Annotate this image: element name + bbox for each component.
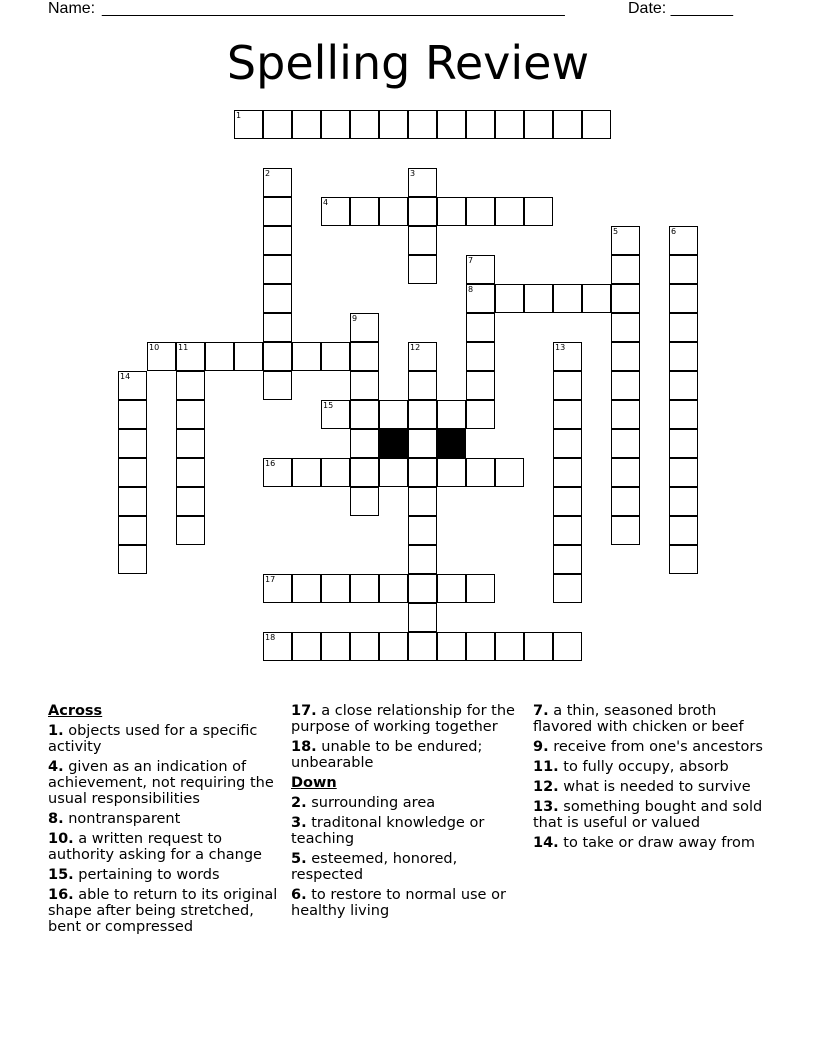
crossword-cell[interactable] — [408, 255, 437, 284]
crossword-cell[interactable] — [350, 110, 379, 139]
crossword-cell[interactable] — [350, 632, 379, 661]
crossword-cell[interactable] — [408, 545, 437, 574]
crossword-cell[interactable] — [466, 284, 495, 313]
crossword-cell[interactable] — [495, 632, 524, 661]
clue-down-11: 11. to fully occupy, absorb — [533, 759, 729, 775]
name-label: Name: — [48, 0, 96, 17]
clue-number-17: 17 — [265, 575, 276, 584]
crossword-cell[interactable] — [669, 429, 698, 458]
clue-number-5: 5 — [613, 227, 619, 236]
crossword-cell[interactable] — [553, 574, 582, 603]
crossword-cell[interactable] — [118, 516, 147, 545]
crossword-cell[interactable] — [611, 226, 640, 255]
crossword-cell[interactable] — [292, 110, 321, 139]
clues-column-2 — [291, 703, 521, 923]
crossword-cell[interactable] — [379, 632, 408, 661]
crossword-cell[interactable] — [408, 197, 437, 226]
crossword-cell[interactable] — [176, 516, 205, 545]
crossword-cell[interactable] — [437, 197, 466, 226]
crossword-cell[interactable] — [408, 632, 437, 661]
crossword-cell[interactable] — [466, 255, 495, 284]
crossword-cell[interactable] — [350, 313, 379, 342]
crossword-cell[interactable] — [118, 458, 147, 487]
crossword-cell[interactable] — [437, 458, 466, 487]
crossword-cell[interactable] — [582, 284, 611, 313]
crossword-cell[interactable] — [669, 284, 698, 313]
crossword-cell[interactable] — [263, 284, 292, 313]
crossword-cell[interactable] — [553, 545, 582, 574]
clue-number-13: 13 — [555, 343, 566, 352]
crossword-cell[interactable] — [582, 110, 611, 139]
crossword-cell[interactable] — [263, 342, 292, 371]
crossword-cell[interactable] — [466, 632, 495, 661]
crossword-cell[interactable] — [321, 110, 350, 139]
crossword-cell[interactable] — [408, 603, 437, 632]
crossword-cell[interactable] — [611, 487, 640, 516]
clue-across-16: 16. able to return to its original shape after being stretched, bent or compressed — [48, 887, 278, 935]
crossword-cell[interactable] — [408, 458, 437, 487]
crossword-cell[interactable] — [553, 487, 582, 516]
crossword-cell[interactable] — [669, 545, 698, 574]
crossword-cell[interactable] — [408, 429, 437, 458]
across-heading: Across — [48, 703, 103, 719]
crossword-cell[interactable] — [379, 110, 408, 139]
crossword-cell[interactable] — [292, 342, 321, 371]
crossword-cell[interactable] — [611, 516, 640, 545]
crossword-cell[interactable] — [495, 197, 524, 226]
crossword-cell[interactable] — [611, 255, 640, 284]
crossword-cell[interactable] — [263, 458, 292, 487]
crossword-cell[interactable] — [118, 371, 147, 400]
clue-down-12: 12. what is needed to survive — [533, 779, 751, 795]
crossword-cell[interactable] — [321, 458, 350, 487]
crossword-cell[interactable] — [350, 197, 379, 226]
crossword-cell[interactable] — [408, 226, 437, 255]
clue-down-6: 6. to restore to normal use or healthy living — [291, 887, 506, 919]
crossword-cell[interactable] — [263, 255, 292, 284]
clue-number-6: 6 — [671, 227, 677, 236]
crossword-cell[interactable] — [466, 371, 495, 400]
clue-down-9: 9. receive from one's ancestors — [533, 739, 763, 755]
crossword-cell[interactable] — [553, 632, 582, 661]
crossword-cell[interactable] — [466, 197, 495, 226]
crossword-cell[interactable] — [350, 429, 379, 458]
crossword-cell[interactable] — [118, 487, 147, 516]
crossword-cell[interactable] — [263, 574, 292, 603]
clue-number-8: 8 — [468, 285, 474, 294]
crossword-cell[interactable] — [553, 516, 582, 545]
clue-number-16: 16 — [265, 459, 276, 468]
clue-across-4: 4. given as an indication of achievement, not requiring the usual responsibilities — [48, 759, 274, 807]
clue-number-9: 9 — [352, 314, 358, 323]
crossword-cell[interactable] — [263, 197, 292, 226]
clue-number-11: 11 — [178, 343, 189, 352]
clue-across-15: 15. pertaining to words — [48, 867, 220, 883]
clue-number-1: 1 — [236, 111, 242, 120]
crossword-cell[interactable] — [176, 342, 205, 371]
crossword-cell[interactable] — [553, 458, 582, 487]
crossword-cell[interactable] — [350, 487, 379, 516]
crossword-cell[interactable] — [263, 226, 292, 255]
clue-number-10: 10 — [149, 343, 160, 352]
crossword-cell[interactable] — [669, 371, 698, 400]
crossword-cell[interactable] — [553, 284, 582, 313]
crossword-cell[interactable] — [263, 371, 292, 400]
crossword-cell[interactable] — [292, 632, 321, 661]
crossword-cell[interactable] — [292, 458, 321, 487]
crossword-cell[interactable] — [350, 371, 379, 400]
crossword-cell[interactable] — [611, 371, 640, 400]
crossword-cell[interactable] — [611, 458, 640, 487]
crossword-cell[interactable] — [176, 371, 205, 400]
crossword-cell[interactable] — [321, 574, 350, 603]
crossword-cell[interactable] — [669, 313, 698, 342]
crossword-cell[interactable] — [350, 574, 379, 603]
crossword-cell[interactable] — [408, 400, 437, 429]
crossword-cell[interactable] — [611, 342, 640, 371]
crossword-block — [379, 429, 408, 458]
crossword-cell[interactable] — [118, 545, 147, 574]
crossword-cell[interactable] — [379, 574, 408, 603]
crossword-cell[interactable] — [118, 400, 147, 429]
crossword-cell[interactable] — [611, 400, 640, 429]
crossword-cell[interactable] — [669, 342, 698, 371]
crossword-cell[interactable] — [263, 168, 292, 197]
clue-across-18: 18. unable to be endured; unbearable — [291, 739, 483, 771]
crossword-cell[interactable] — [553, 429, 582, 458]
name-line[interactable]: ____________________________________________________ — [102, 0, 565, 17]
crossword-cell[interactable] — [176, 429, 205, 458]
crossword-cell[interactable] — [437, 110, 466, 139]
clue-number-3: 3 — [410, 169, 416, 178]
clue-number-2: 2 — [265, 169, 271, 178]
crossword-cell[interactable] — [321, 400, 350, 429]
clue-across-1: 1. objects used for a specific activity — [48, 723, 258, 755]
crossword-cell[interactable] — [669, 226, 698, 255]
crossword-cell[interactable] — [263, 313, 292, 342]
clue-across-10: 10. a written request to authority asking for a change — [48, 831, 262, 863]
crossword-cell[interactable] — [466, 342, 495, 371]
clue-down-5: 5. esteemed, honored, respected — [291, 851, 458, 883]
crossword-cell[interactable] — [263, 110, 292, 139]
crossword-cell[interactable] — [553, 400, 582, 429]
crossword-cell[interactable] — [176, 400, 205, 429]
clues-column-1 — [48, 703, 284, 939]
crossword-cell[interactable] — [408, 516, 437, 545]
crossword-cell[interactable] — [234, 342, 263, 371]
crossword-cell[interactable] — [495, 284, 524, 313]
clue-number-18: 18 — [265, 633, 276, 642]
crossword-cell[interactable] — [466, 574, 495, 603]
crossword-cell[interactable] — [408, 574, 437, 603]
crossword-cell[interactable] — [524, 110, 553, 139]
crossword-cell[interactable] — [669, 487, 698, 516]
crossword-cell[interactable] — [669, 400, 698, 429]
crossword-cell[interactable] — [263, 632, 292, 661]
crossword-cell[interactable] — [379, 458, 408, 487]
clue-down-2: 2. surrounding area — [291, 795, 436, 811]
clue-number-14: 14 — [120, 372, 131, 381]
clue-number-7: 7 — [468, 256, 474, 265]
crossword-block — [437, 429, 466, 458]
crossword-cell[interactable] — [437, 400, 466, 429]
crossword-cell[interactable] — [669, 458, 698, 487]
clue-number-12: 12 — [410, 343, 421, 352]
crossword-cell[interactable] — [669, 255, 698, 284]
crossword-cell[interactable] — [553, 342, 582, 371]
crossword-cell[interactable] — [466, 458, 495, 487]
crossword-cell[interactable] — [292, 574, 321, 603]
crossword-cell[interactable] — [118, 429, 147, 458]
crossword-cell[interactable] — [408, 487, 437, 516]
crossword-cell[interactable] — [321, 197, 350, 226]
clue-down-13: 13. something bought and sold that is useful or valued — [533, 799, 763, 831]
crossword-cell[interactable] — [234, 110, 263, 139]
crossword-cell[interactable] — [379, 400, 408, 429]
crossword-cell[interactable] — [466, 313, 495, 342]
crossword-cell[interactable] — [437, 574, 466, 603]
clue-across-8: 8. nontransparent — [48, 811, 181, 827]
crossword-cell[interactable] — [321, 632, 350, 661]
crossword-cell[interactable] — [321, 342, 350, 371]
crossword-cell[interactable] — [350, 400, 379, 429]
clue-down-7: 7. a thin, seasoned broth flavored with chicken or beef — [533, 703, 744, 735]
crossword-cell[interactable] — [611, 313, 640, 342]
clue-number-4: 4 — [323, 198, 329, 207]
crossword-cell[interactable] — [176, 487, 205, 516]
crossword-cell[interactable] — [350, 458, 379, 487]
crossword-cell[interactable] — [466, 110, 495, 139]
crossword-cell[interactable] — [611, 429, 640, 458]
crossword-cell[interactable] — [408, 168, 437, 197]
crossword-cell[interactable] — [524, 284, 553, 313]
crossword-cell[interactable] — [379, 197, 408, 226]
crossword-cell[interactable] — [205, 342, 234, 371]
crossword-cell[interactable] — [553, 371, 582, 400]
crossword-cell[interactable] — [437, 632, 466, 661]
crossword-cell[interactable] — [553, 110, 582, 139]
crossword-cell[interactable] — [611, 284, 640, 313]
crossword-cell[interactable] — [350, 342, 379, 371]
page-title: Spelling Review — [226, 36, 590, 90]
crossword-cell[interactable] — [524, 197, 553, 226]
crossword-cell[interactable] — [408, 342, 437, 371]
crossword-cell[interactable] — [495, 458, 524, 487]
date-label[interactable]: Date: _______ — [628, 0, 733, 17]
crossword-cell[interactable] — [466, 400, 495, 429]
crossword-cell[interactable] — [524, 632, 553, 661]
clue-down-14: 14. to take or draw away from — [533, 835, 755, 851]
crossword-cell[interactable] — [495, 110, 524, 139]
crossword-cell[interactable] — [669, 516, 698, 545]
clue-number-15: 15 — [323, 401, 334, 410]
clues-column-3 — [533, 703, 773, 855]
crossword-cell[interactable] — [408, 110, 437, 139]
down-heading: Down — [291, 775, 337, 791]
crossword-cell[interactable] — [147, 342, 176, 371]
crossword-cell[interactable] — [408, 371, 437, 400]
clue-across-17: 17. a close relationship for the purpose of working together — [291, 703, 515, 735]
crossword-cell[interactable] — [176, 458, 205, 487]
clue-down-3: 3. traditonal knowledge or teaching — [291, 815, 485, 847]
